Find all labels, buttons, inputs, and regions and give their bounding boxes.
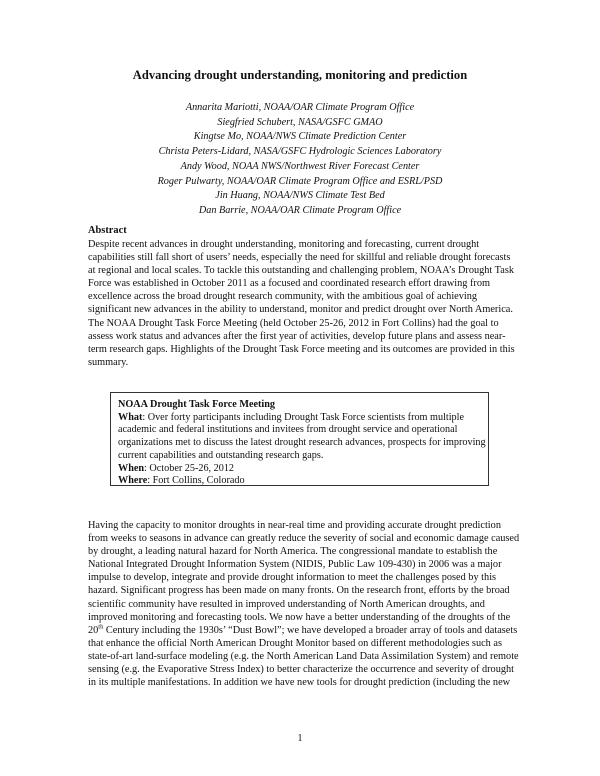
meeting-what-line: organizations met to discuss the latest drought research advances, prospects for improving [118, 437, 486, 449]
body-line: sensing (e.g. the Evaporative Stress Index) to better characterize the occurrence and severity of drought [88, 664, 514, 676]
author-line: Dan Barrie, NOAA/OAR Climate Program Office [198, 204, 402, 216]
body-line: state-of-art land-surface modeling (e.g. the North American Land Data Assimilation System) and remote [88, 650, 519, 662]
abstract-line: The NOAA Drought Task Force Meeting (held October 25-26, 2012 in Fort Collins) had the goal to [88, 317, 499, 329]
author-line: Annarita Mariotti, NOAA/OAR Climate Program Office [185, 102, 415, 113]
body-line: hazard. Significant progress has been made on many fronts. On the research front, efforts by the broad [88, 585, 510, 597]
body-line: National Integrated Drought Information System (NIDIS, Public Law 109-430) in 2006 was a major [88, 559, 502, 571]
when-label: When [118, 462, 145, 474]
author-line: Roger Pulwarty, NOAA/OAR Climate Program Office and ESRL/PSD [157, 175, 443, 187]
abstract-text [88, 238, 520, 369]
abstract-line: excellence across the broad drought research community, with the ambitious goal of achieving [88, 291, 478, 303]
where-value: : Fort Collins, Colorado [147, 475, 245, 487]
body-line: Having the capacity to monitor droughts in near-real time and providing accurate drought prediction [88, 520, 501, 531]
meeting-where-line [118, 475, 488, 488]
body-line: in its multiple manifestations. In addition we have new tools for drought prediction (including the new [88, 677, 511, 689]
abstract-line: significant new advances in the ability to understand, monitor and predict drought over North America. [88, 304, 513, 316]
abstract-line: Despite recent advances in drought understanding, monitoring and forecasting, current drought [88, 239, 480, 250]
meeting-what-line: academic and federal institutions and invitees from drought service and operational [118, 424, 458, 436]
century-superscript: th [98, 623, 104, 631]
abstract-line: at regional and local scales. To tackle this outstanding and challenging problem, NOAA’s Drought Task [88, 265, 514, 277]
body-line: improved monitoring and forecasting tools. We now have a better understanding of the droughts of the [88, 611, 511, 623]
body-line: scientific community have resulted in improved understanding of North American droughts, and [88, 598, 485, 610]
meeting-info-box [110, 392, 489, 486]
author-line: Christa Peters-Lidard, NASA/GSFC Hydrologic Sciences Laboratory [158, 146, 442, 158]
body-line: impulse to develop, integrate and provide drought information to meet the challenges posed by this [88, 572, 497, 584]
author-line: Jin Huang, NOAA/NWS Climate Test Bed [215, 190, 385, 202]
paper-title: Advancing drought understanding, monitoring and prediction [132, 68, 468, 82]
author-line: Siegfried Schubert, NASA/GSFC GMAO [217, 116, 383, 128]
abstract-line: term research gaps. Highlights of the Drought Task Force meeting and its outcomes are provided in this [88, 343, 515, 355]
body-line: by drought, a leading natural hazard for North America. The congressional mandate to establish the [88, 546, 498, 558]
meeting-box-title: NOAA Drought Task Force Meeting [118, 399, 275, 410]
body-line-text: Century including the 1930s’ “Dust Bowl”; we have developed a broader array of tools and datasets [103, 624, 518, 636]
abstract-line: capabilities still fall short of users’ needs, especially the need for skillful and reliable drought forecasts [88, 252, 511, 264]
author-list [0, 101, 600, 219]
abstract-heading: Abstract [88, 225, 127, 236]
page-number: 1 [297, 733, 303, 744]
what-text: : Over forty participants including Drought Task Force scientists from multiple [142, 411, 464, 423]
body-paragraph [88, 519, 522, 689]
where-label: Where [118, 475, 148, 487]
meeting-what-line: current capabilities and outstanding research gaps. [118, 449, 324, 461]
body-line: that enhance the official North American Drought Monitor based on different methodologies such as [88, 637, 502, 649]
century-number: 20 [88, 624, 99, 636]
meeting-when-line [118, 463, 488, 476]
what-label: What [118, 411, 143, 423]
body-line [88, 624, 522, 637]
abstract-line: assess work status and advances after the first year of activities, develop future plans and assess near- [88, 330, 506, 342]
author-line: Andy Wood, NOAA NWS/Northwest River Forecast Center [180, 160, 420, 172]
meeting-what-line [118, 412, 488, 425]
abstract-line: summary. [88, 356, 129, 368]
author-line: Kingtse Mo, NOAA/NWS Climate Prediction Center [193, 131, 407, 143]
abstract-line: Force was established in October 2011 as a focused and coordinated research effort drawing from [88, 278, 491, 290]
when-value: : October 25-26, 2012 [144, 462, 235, 474]
body-line: from weeks to seasons in advance can greatly reduce the severity of social and economic damage caused [88, 533, 520, 545]
